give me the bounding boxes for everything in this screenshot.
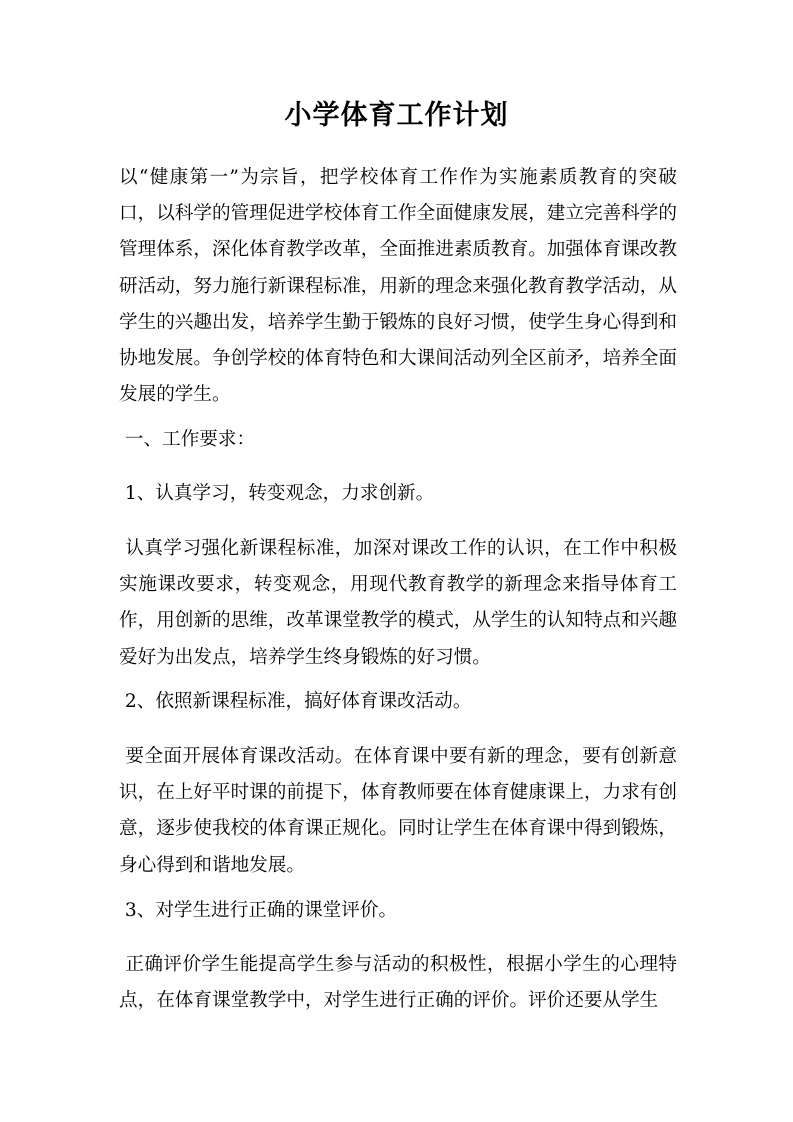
item-3-body: 正确评价学生能提高学生参与活动的积极性，根据小学生的心理特点，在体育课堂教学中，对学生进行正确的评价。评价还要从学生 — [119, 954, 677, 1012]
item-2-heading: 2、依照新课程标准，搞好体育课改活动。 — [119, 691, 472, 712]
item-1-heading: 1、认真学习，转变观念，力求创新。 — [119, 483, 435, 504]
document-title: 小学体育工作计划 — [284, 100, 509, 131]
item-3-heading: 3、对学生进行正确的课堂评价。 — [119, 900, 398, 921]
item-2-body: 要全面开展体育课改活动。在体育课中要有新的理念，要有创新意识，在上好平时课的前提下，体育教师要在体育健康课上，力求有创意，逐步使我校的体育课正规化。同时让学生在体育课中得到锻炼，身心得到和谐地发展。 — [119, 746, 677, 876]
intro-paragraph: 以“健康第一”为宗旨，把学校体育工作作为实施素质教育的突破口，以科学的管理促进学校体育工作全面健康发展，建立完善科学的管理体系，深化体育教学改革，全面推进素质教育。加强体育课改教研活动，努力施行新课程标准，用新的理念来强化教育教学活动，从学生的兴趣出发，培养学生勤于锻炼的良好习惯，使学生身心得到和协地发展。争创学校的体育特色和大课间活动列全区前矛，培养全面发展的学生。 — [119, 167, 677, 406]
section-heading-work-requirements: 一、工作要求： — [119, 429, 256, 450]
item-1-body: 认真学习强化新课程标准，加深对课改工作的认识，在工作中积极实施课改要求，转变观念，用现代教育教学的新理念来指导体育工作，用创新的思维，改革课堂教学的模式，从学生的认知特点和兴趣爱好为出发点，培养学生终身锻炼的好习惯。 — [119, 538, 677, 668]
